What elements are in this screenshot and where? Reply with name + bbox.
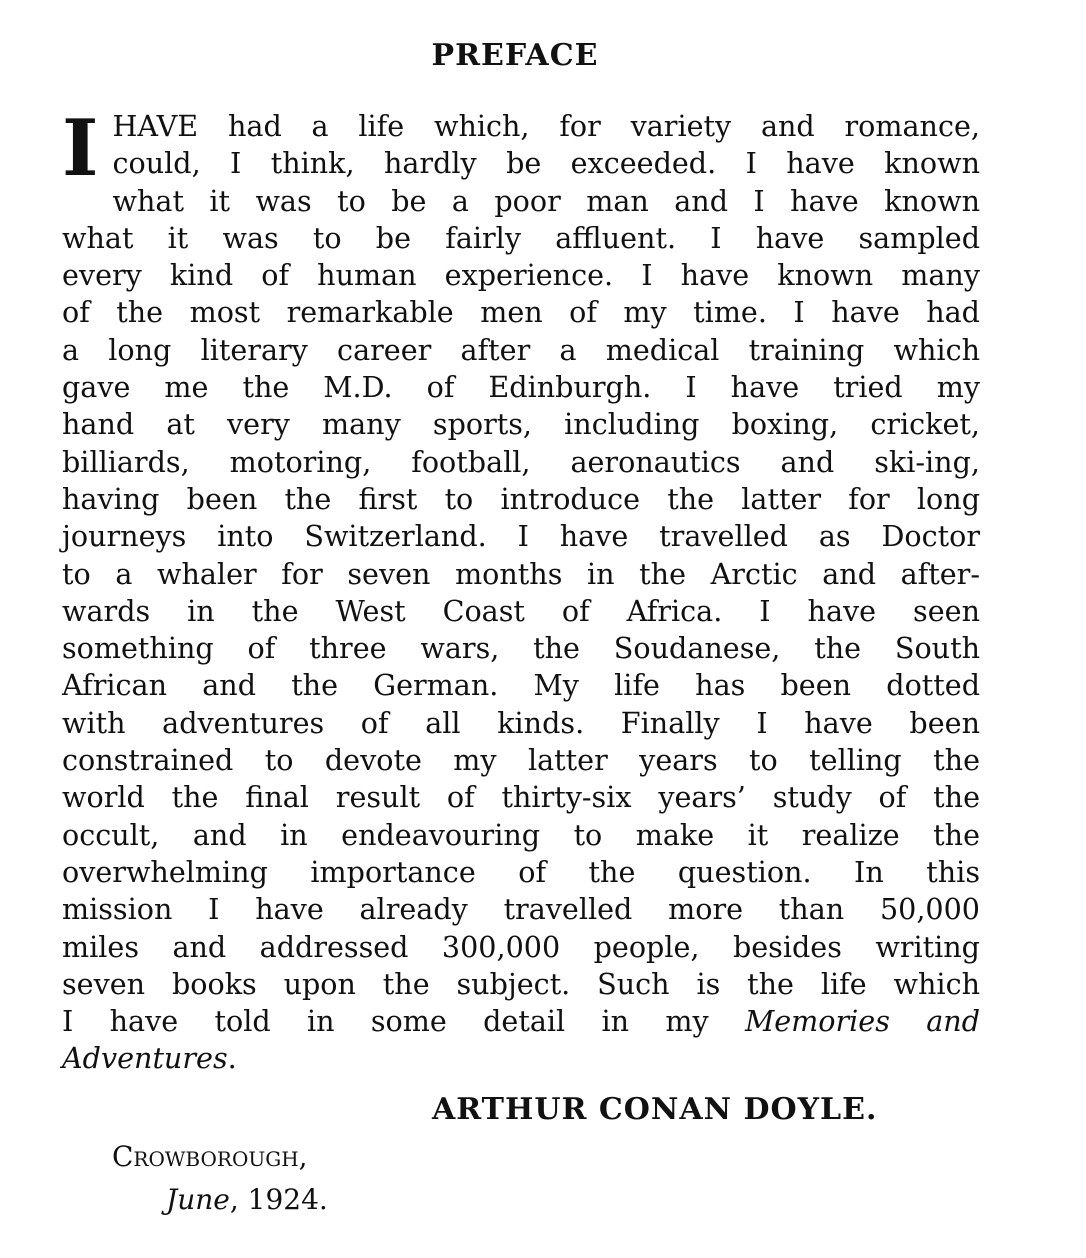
text-line: could, I think, hardly be exceeded. I have known bbox=[112, 146, 980, 181]
text-line-prefix: I have told in some detail in my bbox=[62, 1004, 709, 1039]
author-signature: ARTHUR CONAN DOYLE. bbox=[432, 1092, 878, 1127]
text-line: hand at very many sports, including boxing, cricket, bbox=[62, 407, 980, 442]
text-line: African and the German. My life has been dotted bbox=[62, 668, 980, 703]
text-line: wards in the West Coast of Africa. I have seen bbox=[62, 593, 980, 628]
text-line-with-title bbox=[62, 1003, 980, 1040]
text-line: with adventures of all kinds. Finally I have been bbox=[62, 705, 980, 740]
text-line: what it was to be fairly affluent. I have sampled bbox=[62, 220, 980, 255]
book-title-end: . bbox=[227, 1041, 237, 1076]
text-line: gave me the M.D. of Edinburgh. I have tried my bbox=[62, 370, 980, 405]
text-line: overwhelming importance of the question. In this bbox=[62, 854, 980, 889]
text-line: something of three wars, the Soudanese, the South bbox=[62, 631, 980, 666]
text-line: mission I have already travelled more than 50,000 bbox=[62, 892, 980, 927]
text-line: HAVE had a life which, for variety and romance, bbox=[112, 109, 980, 143]
date-rest: , 1924. bbox=[229, 1183, 328, 1216]
preface-body bbox=[62, 103, 980, 1078]
text-line: what it was to be a poor man and I have known bbox=[112, 183, 980, 218]
drop-cap: I bbox=[62, 103, 99, 194]
text-line: a long literary career after a medical training which bbox=[62, 332, 980, 367]
text-line: of the most remarkable men of my time. I have had bbox=[62, 295, 980, 330]
text-line: billiards, motoring, football, aeronautics and ski-ing, bbox=[62, 444, 980, 479]
text-line: world the final result of thirty-six years’ study of the bbox=[62, 780, 980, 815]
text-line-final bbox=[62, 1040, 980, 1077]
text-line: constrained to devote my latter years to telling the bbox=[62, 743, 980, 778]
text-line: journeys into Switzerland. I have travelled as Doctor bbox=[62, 519, 980, 554]
text-line: miles and addressed 300,000 people, besides writing bbox=[62, 929, 980, 964]
date-line bbox=[166, 1183, 328, 1216]
page-title: PREFACE bbox=[431, 38, 599, 73]
book-title-part1: Memories and bbox=[744, 1004, 980, 1039]
text-line: having been the first to introduce the latter for long bbox=[62, 481, 980, 516]
text-line: every kind of human experience. I have known many bbox=[62, 258, 980, 293]
text-line: occult, and in endeavouring to make it realize the bbox=[62, 817, 980, 852]
text-line: seven books upon the subject. Such is the life which bbox=[62, 966, 980, 1001]
place-name: Crowborough, bbox=[112, 1140, 308, 1173]
book-title-part2: Adventures bbox=[62, 1041, 228, 1076]
text-line: to a whaler for seven months in the Arctic and after- bbox=[62, 556, 980, 591]
date-month: June bbox=[166, 1183, 230, 1216]
